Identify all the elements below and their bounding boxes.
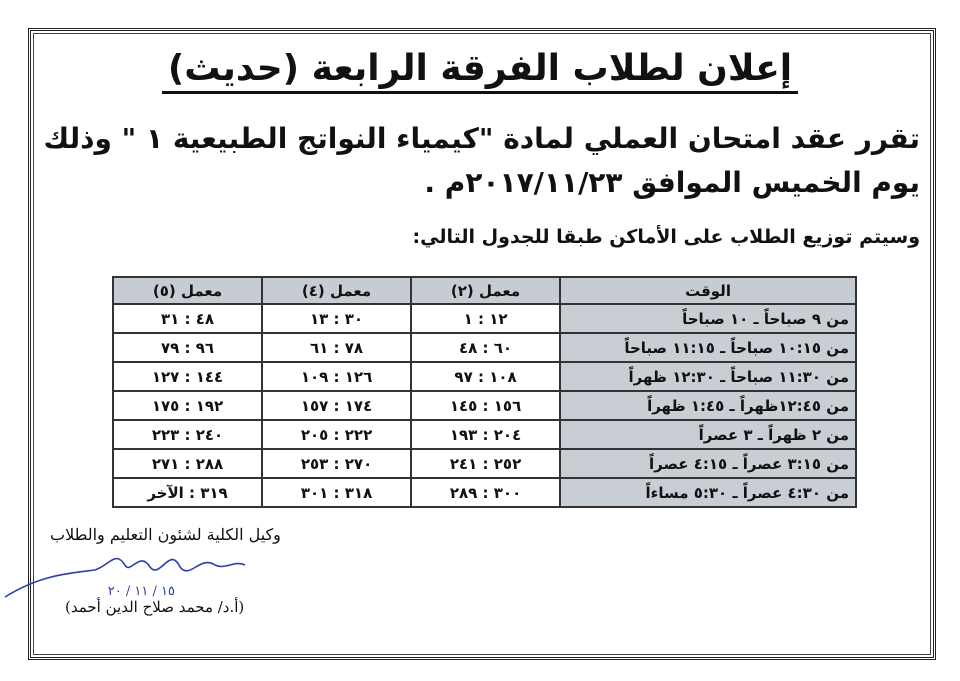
- table-row: [113, 333, 856, 362]
- range-cell: ١٢ : ١: [411, 304, 560, 333]
- range-cell: ١٩٢ : ١٧٥: [113, 391, 262, 420]
- range-cell: ١٥٦ : ١٤٥: [411, 391, 560, 420]
- range-cell: ٣١٨ : ٣٠١: [262, 478, 411, 507]
- time-cell: من ١٠:١٥ صباحاً ـ ١١:١٥ صباحاً: [560, 333, 856, 362]
- range-cell: ٤٨ : ٣١: [113, 304, 262, 333]
- signature-role: وكيل الكلية لشئون التعليم والطلاب: [50, 525, 281, 544]
- range-cell: ٢٥٢ : ٢٤١: [411, 449, 560, 478]
- announcement-title: [0, 48, 960, 89]
- range-cell: ١٢٦ : ١٠٩: [262, 362, 411, 391]
- time-cell: من ٤:٣٠ عصراً ـ ٥:٣٠ مساءاً: [560, 478, 856, 507]
- distribution-table: [112, 276, 857, 508]
- range-cell: ٩٦ : ٧٩: [113, 333, 262, 362]
- time-cell: من ٢ ظهراً ـ ٣ عصراً: [560, 420, 856, 449]
- signature-date: ١٥ / ١١ / ٢٠: [107, 584, 175, 599]
- range-cell: ٧٨ : ٦١: [262, 333, 411, 362]
- table-row: [113, 420, 856, 449]
- range-cell: ٢٢٢ : ٢٠٥: [262, 420, 411, 449]
- range-cell: ١٠٨ : ٩٧: [411, 362, 560, 391]
- range-cell: ٢٠٤ : ١٩٣: [411, 420, 560, 449]
- range-cell: ١٧٤ : ١٥٧: [262, 391, 411, 420]
- time-cell: من ١٢:٤٥ظهراً ـ ١:٤٥ ظهراً: [560, 391, 856, 420]
- header-lab-5: معمل (٥): [113, 277, 262, 304]
- table-row: [113, 391, 856, 420]
- table-row: [113, 478, 856, 507]
- range-cell: ٦٠ : ٤٨: [411, 333, 560, 362]
- range-cell: ٢٨٨ : ٢٧١: [113, 449, 262, 478]
- signatory-name: (أ.د/ محمد صلاح الدين أحمد): [65, 598, 245, 616]
- table-row: [113, 304, 856, 333]
- paragraph-line-2: يوم الخميس الموافق ٢٠١٧/١١/٢٣م .: [424, 166, 920, 199]
- paragraph-line-3: وسيتم توزيع الطلاب على الأماكن طبقا للجدول التالي:: [412, 226, 920, 248]
- range-cell: ٢٧٠ : ٢٥٣: [262, 449, 411, 478]
- header-lab-4: معمل (٤): [262, 277, 411, 304]
- range-cell: ٣١٩ : الآخر: [113, 478, 262, 507]
- range-cell: ٣٠٠ : ٢٨٩: [411, 478, 560, 507]
- time-cell: من ٩ صباحاً ـ ١٠ صباحاً: [560, 304, 856, 333]
- table-row: [113, 449, 856, 478]
- header-time: الوقت: [560, 277, 856, 304]
- time-cell: من ١١:٣٠ صباحاً ـ ١٢:٣٠ ظهراً: [560, 362, 856, 391]
- paragraph-line-1: تقرر عقد امتحان العملي لمادة "كيمياء النواتج الطبيعية ١ " وذلك: [43, 122, 920, 155]
- table-row: [113, 362, 856, 391]
- title-text: إعلان لطلاب الفرقة الرابعة (حديث): [162, 48, 798, 94]
- range-cell: ٣٠ : ١٣: [262, 304, 411, 333]
- range-cell: ١٤٤ : ١٢٧: [113, 362, 262, 391]
- header-lab-2: معمل (٢): [411, 277, 560, 304]
- handwritten-signature: [0, 545, 260, 605]
- range-cell: ٢٤٠ : ٢٢٣: [113, 420, 262, 449]
- table-header-row: [113, 277, 856, 304]
- time-cell: من ٣:١٥ عصراً ـ ٤:١٥ عصراً: [560, 449, 856, 478]
